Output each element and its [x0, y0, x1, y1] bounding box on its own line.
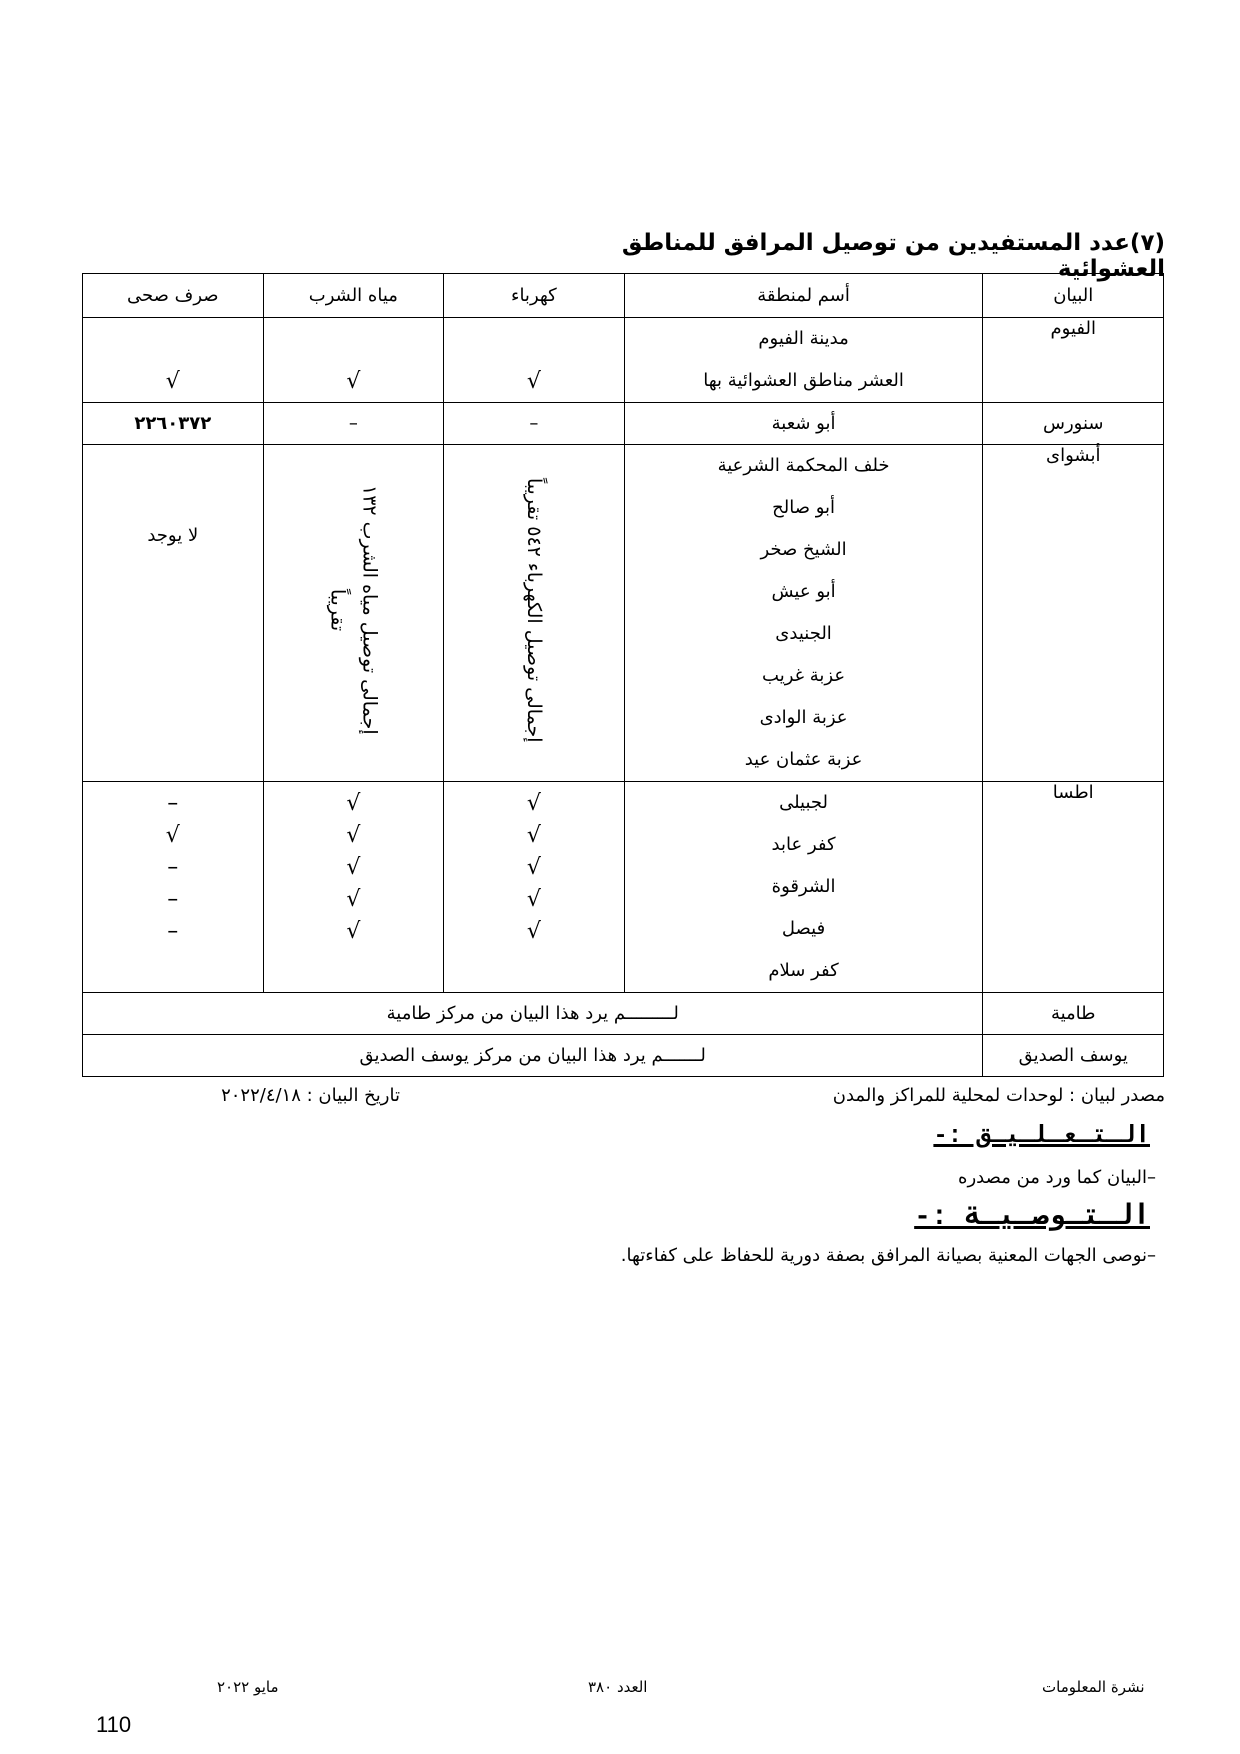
table-title: (٧)عدد المستفيدين من توصيل المرافق للمناطق العشوائية: [621, 230, 1165, 282]
note-yousef-el-seddik: لـــــــم يرد هذا البيان من مركز يوسف الصديق: [83, 1035, 983, 1077]
sewage-mark: –: [167, 919, 179, 944]
comment-text: –البيان كما ورد من مصدره: [958, 1167, 1156, 1188]
data-source: مصدر لبيان : لوحدات لمحلية للمراكز والمدن: [832, 1085, 1165, 1106]
area-name: عزبة عثمان عيد: [744, 749, 863, 770]
area-name: عزبة الوادى: [759, 707, 848, 728]
header-drinking-water: مياه الشرب: [263, 274, 444, 318]
areas-fayoum: [624, 318, 983, 403]
row-label-itsa: اطسا: [983, 782, 1164, 993]
data-date: تاريخ البيان : ٢٠٢٢/٤/١٨: [221, 1085, 400, 1106]
header-area-name: أسم لمنطقة: [624, 274, 983, 318]
area-name: فيصل: [781, 918, 826, 939]
header-electricity: كهرباء: [444, 274, 625, 318]
table-row-sinnuris: [83, 403, 1164, 445]
check-icon: √: [526, 369, 541, 394]
check-icon: √: [346, 855, 361, 880]
header-sewage: صرف صحى: [83, 274, 264, 318]
row-label-tamiya: طامية: [983, 993, 1164, 1035]
footer-publication: نشرة المعلومات: [1042, 1678, 1145, 1696]
area-name: الشرقوة: [771, 876, 836, 897]
note-water-ibshaway: [263, 445, 444, 782]
sewage-mark: –: [167, 791, 179, 816]
row-label-yousef-el-seddik: يوسف الصديق: [983, 1035, 1164, 1077]
check-sewage-fayoum: [83, 318, 264, 403]
area-name: مدينة الفيوم: [758, 328, 849, 349]
check-icon: √: [526, 791, 541, 816]
area-name: عزبة غريب: [762, 665, 846, 686]
area-name: العشر مناطق العشوائية بها: [703, 370, 904, 391]
check-icon: √: [526, 887, 541, 912]
area-name: أبو صالح: [772, 497, 836, 518]
footer-month: مايو ٢٠٢٢: [217, 1678, 279, 1696]
water-total-note: [321, 460, 385, 760]
sewage-mark: √: [165, 823, 180, 848]
check-electricity-fayoum: [444, 318, 625, 403]
row-label-ibshaway: أبشواى: [983, 445, 1164, 782]
check-icon: √: [526, 823, 541, 848]
area-name: كفر عابد: [771, 834, 836, 855]
table-row-tamiya: [83, 993, 1164, 1035]
facilities-table: [82, 273, 1164, 1077]
check-icon: √: [526, 919, 541, 944]
note-electricity-ibshaway: [444, 445, 625, 782]
area-name: أبو عيش: [771, 581, 836, 602]
table-row-yousef-el-seddik: [83, 1035, 1164, 1077]
electricity-total-note: إجمالى توصيل الكهرباء ٥٤٢ تقريباً: [522, 477, 545, 743]
check-icon: √: [346, 791, 361, 816]
recommendation-heading: الـتـوصـيـة :-: [914, 1202, 1150, 1233]
page-number: 110: [96, 1712, 132, 1737]
checks-electricity-itsa: [444, 782, 625, 993]
table-header-row: [83, 274, 1164, 318]
check-icon: √: [526, 855, 541, 880]
marks-sewage-itsa: [83, 782, 264, 993]
footer-issue: العدد ٣٨٠: [588, 1678, 648, 1696]
checks-water-itsa: [263, 782, 444, 993]
sewage-mark: –: [167, 855, 179, 880]
area-name: خلف المحكمة الشرعية: [717, 455, 890, 476]
check-icon: √: [346, 887, 361, 912]
check-icon: √: [346, 369, 361, 394]
area-name: لجبيلى: [779, 792, 829, 813]
area-name: الجنيدى: [775, 623, 832, 644]
row-label-sinnuris: سنورس: [983, 403, 1164, 445]
areas-ibshaway: [624, 445, 983, 782]
table-row-ibshaway: [83, 445, 1164, 782]
value-water-sinnuris: –: [263, 403, 444, 445]
area-name: أبو شعبة: [624, 403, 983, 445]
area-name: الشيخ صخر: [760, 539, 847, 560]
check-water-fayoum: [263, 318, 444, 403]
check-icon: √: [346, 919, 361, 944]
sewage-mark: –: [167, 887, 179, 912]
row-label-fayoum: الفيوم: [983, 318, 1164, 403]
recommendation-text: –نوصى الجهات المعنية بصيانة المرافق بصفة دورية للحفاظ على كفاءتها.: [620, 1245, 1156, 1266]
comment-heading: الـتـعـلـيـق :-: [933, 1123, 1150, 1150]
table-row-fayoum: [83, 318, 1164, 403]
header-statement: البيان: [983, 274, 1164, 318]
area-name: كفر سلام: [768, 960, 839, 981]
value-electricity-sinnuris: –: [444, 403, 625, 445]
note-tamiya: لـــــــــم يرد هذا البيان من مركز طامية: [83, 993, 983, 1035]
value-sewage-ibshaway: لا يوجد: [83, 445, 264, 782]
water-note-line-1: إجمالى توصيل مياه الشرب ١٣٢: [358, 485, 381, 735]
areas-itsa: [624, 782, 983, 993]
value-sewage-sinnuris: ٢٢٦٠٣٧٢: [83, 403, 264, 445]
table-row-itsa: [83, 782, 1164, 993]
check-icon: √: [346, 823, 361, 848]
water-note-line-2: تقريباً: [326, 588, 349, 632]
check-icon: √: [165, 369, 180, 394]
